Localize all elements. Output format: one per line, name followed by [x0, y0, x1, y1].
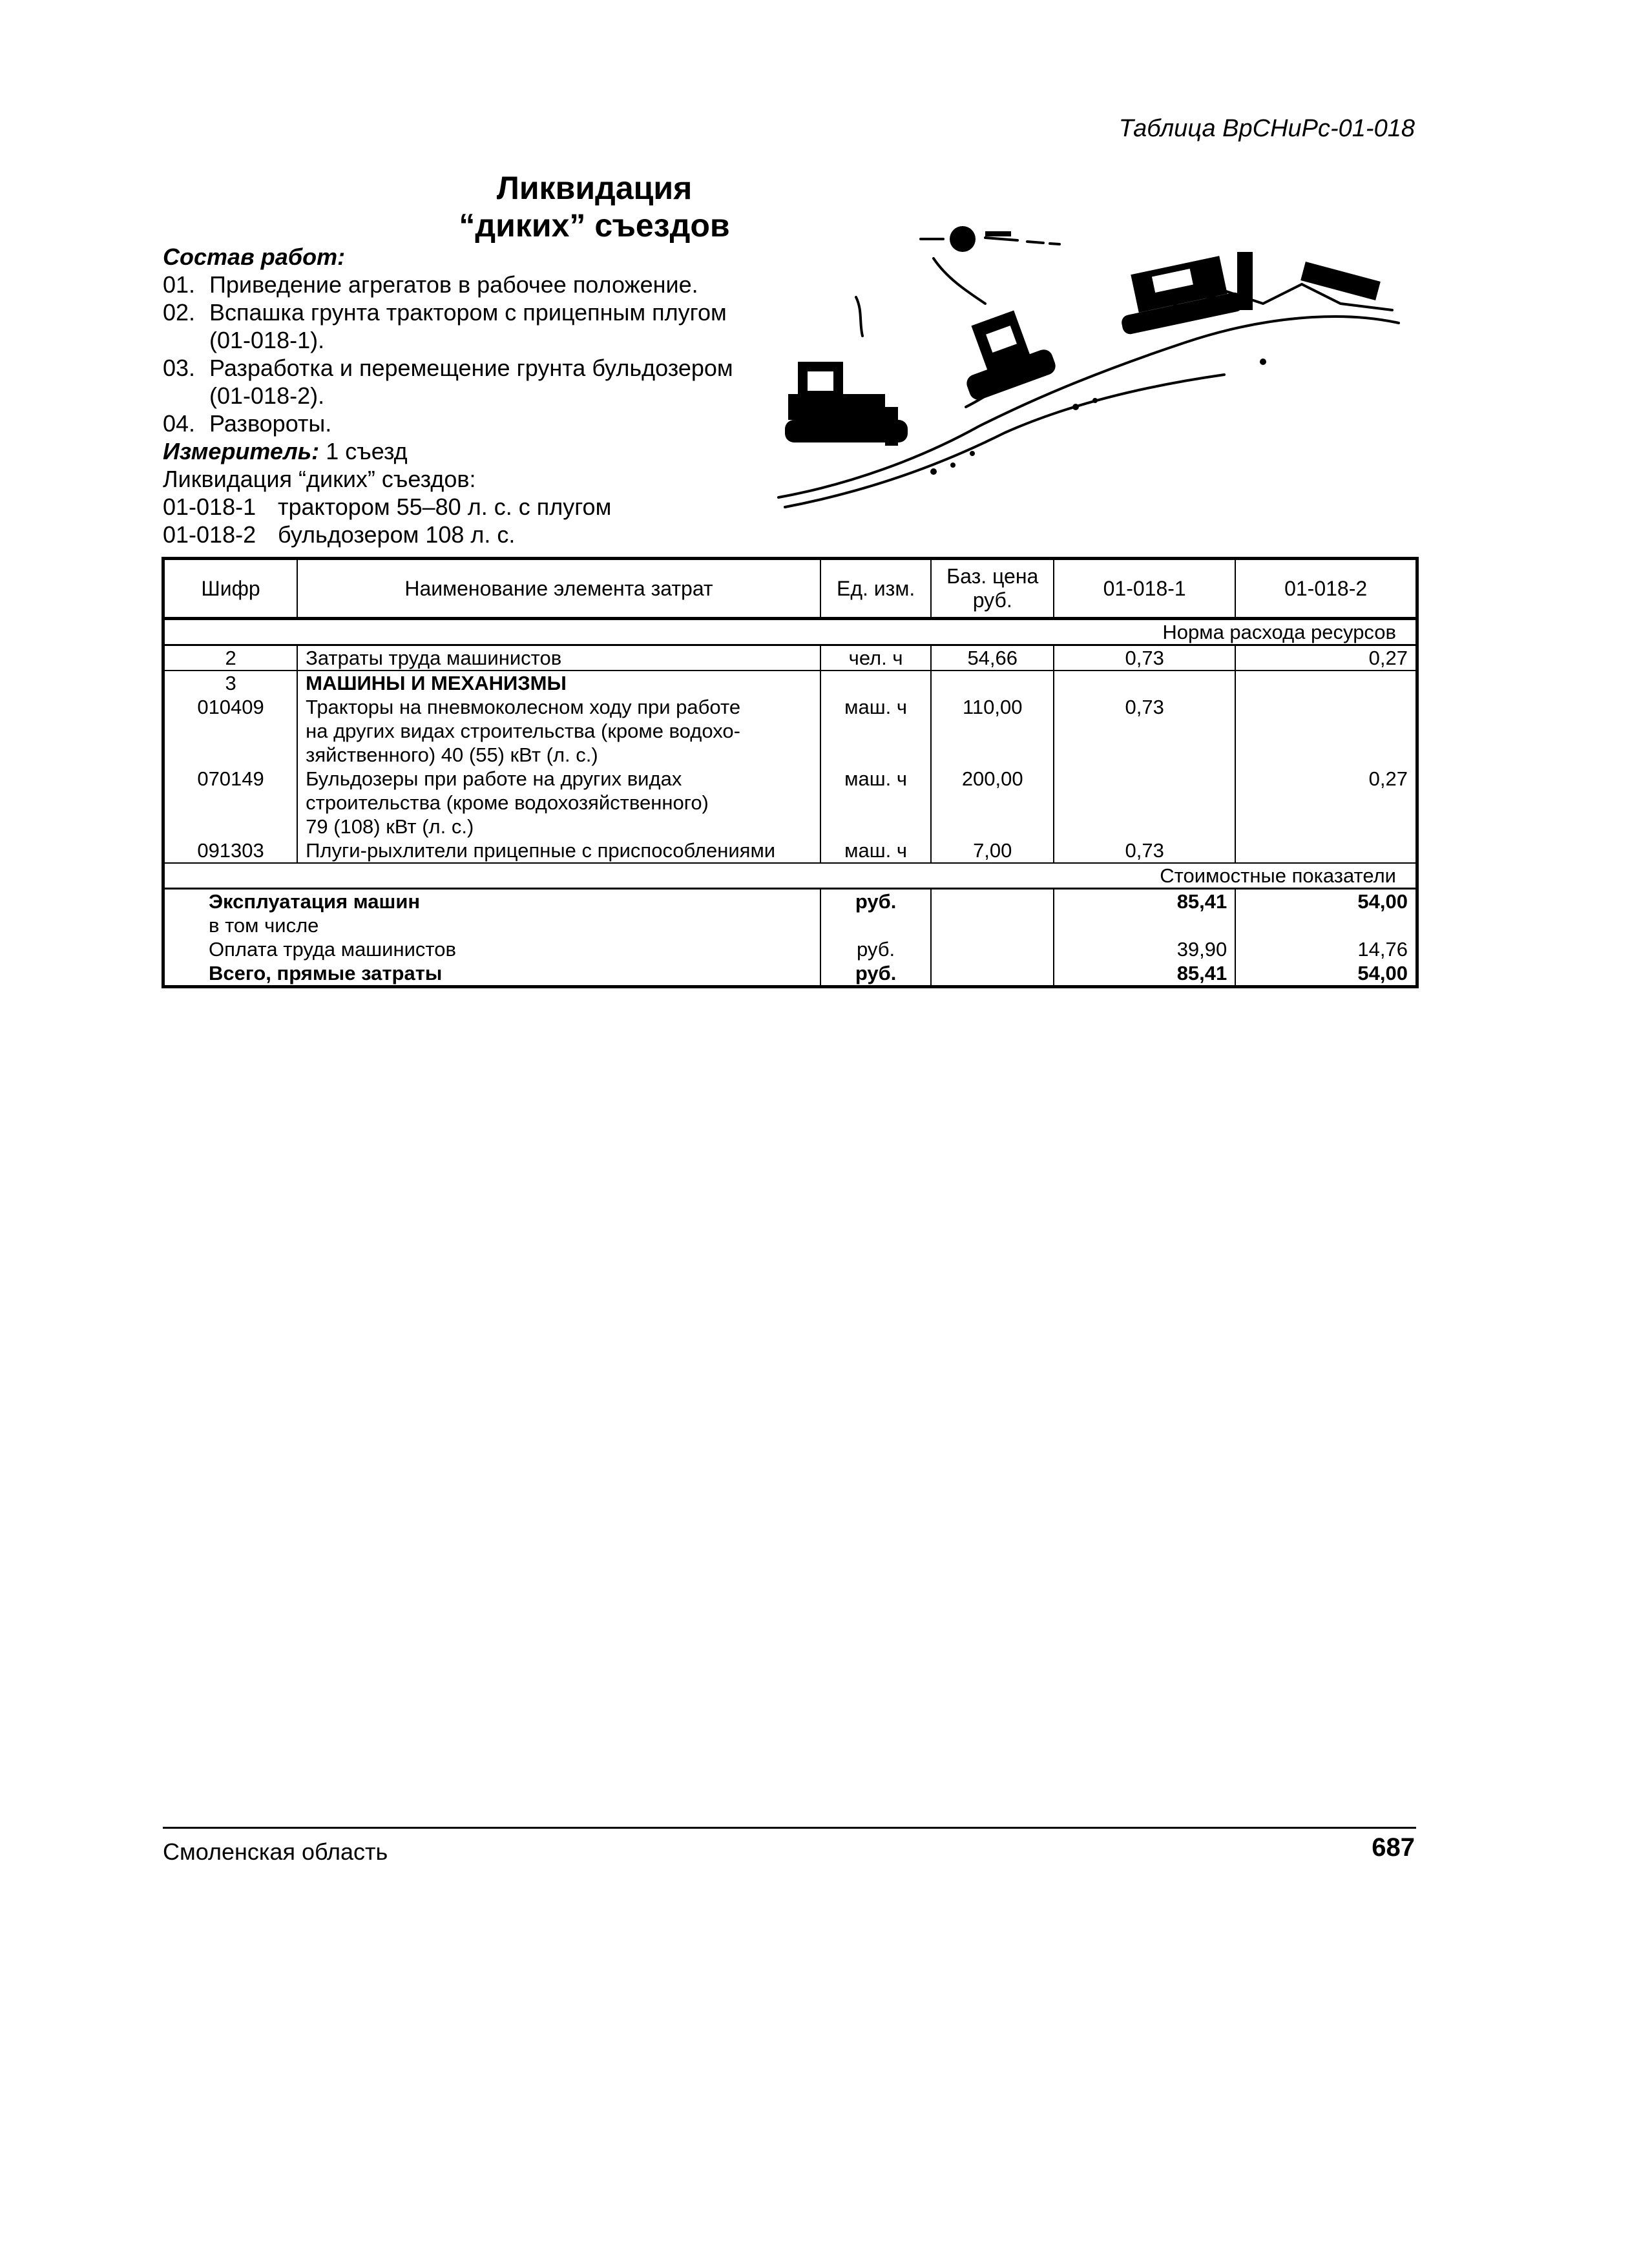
- cell-name: Затраты труда машинистов: [297, 645, 820, 671]
- variant-item: [163, 493, 777, 521]
- work-item-text: Развороты.: [209, 410, 332, 437]
- work-item: [163, 298, 777, 326]
- table-row: [163, 671, 1417, 695]
- cell-name-line: зяйственного) 40 (55) кВт (л. с.): [306, 744, 598, 766]
- section-norms-row: [163, 619, 1417, 645]
- table-code: Таблица ВрСНиРс-01-018: [1118, 115, 1415, 142]
- cell-name: МАШИНЫ И МЕХАНИЗМЫ: [297, 671, 820, 695]
- cell-name: [297, 695, 820, 767]
- header-variant-2: 01-018-2: [1235, 559, 1417, 619]
- cell-price: 110,00: [931, 695, 1054, 767]
- cell-variant-1: [1054, 767, 1235, 838]
- cell-variant-1: 39,90: [1054, 937, 1235, 961]
- table-row: [163, 645, 1417, 671]
- table-row: [163, 961, 1417, 987]
- work-item: [163, 354, 777, 382]
- variant-text: бульдозером 108 л. с.: [278, 521, 516, 548]
- cell-price: 54,66: [931, 645, 1054, 671]
- footer-divider: [163, 1827, 1416, 1829]
- cell-unit: чел. ч: [820, 645, 932, 671]
- cell-unit: маш. ч: [820, 767, 932, 838]
- cell-code: 010409: [163, 695, 298, 767]
- cell-variant-2: 0,27: [1235, 767, 1417, 838]
- cell-variant-2: 0,27: [1235, 645, 1417, 671]
- cell-name-line: Бульдозеры при работе на других видах: [306, 767, 682, 790]
- cell-code: 2: [163, 645, 298, 671]
- work-item-num: 03.: [163, 355, 196, 381]
- meter-value: 1 съезд: [326, 438, 408, 464]
- table-row: [163, 767, 1417, 838]
- header-name: Наименование элемента затрат: [297, 559, 820, 619]
- work-item-text: Вспашка грунта трактором с прицепным плугом: [209, 299, 727, 326]
- work-item-text: Приведение агрегатов в рабочее положение.: [209, 271, 698, 298]
- cell-name: Эксплуатация машин: [163, 889, 820, 914]
- cell-code: 091303: [163, 838, 298, 863]
- cell-variant-2: [1235, 695, 1417, 767]
- cell-name-line: строительства (кроме водохозяйственного): [306, 791, 709, 814]
- cell-unit: руб.: [820, 889, 932, 914]
- table-row: [163, 889, 1417, 914]
- work-item-num: 02.: [163, 299, 196, 326]
- variant-code: 01-018-2: [163, 521, 256, 548]
- cell-name: Оплата труда машинистов: [163, 937, 820, 961]
- table-row: [163, 695, 1417, 767]
- cell-price: 200,00: [931, 767, 1054, 838]
- work-item-cont: (01-018-2).: [209, 382, 325, 409]
- cell-variant-1: 85,41: [1054, 961, 1235, 987]
- table-header-row: [163, 559, 1417, 619]
- work-item-text: Разработка и перемещение грунта бульдозером: [209, 355, 733, 381]
- variant-text: трактором 55–80 л. с. с плугом: [278, 494, 612, 520]
- table-row: [163, 838, 1417, 863]
- cell-unit: маш. ч: [820, 838, 932, 863]
- meter: [163, 437, 777, 465]
- works-heading: Состав работ:: [163, 244, 346, 270]
- title-line-2: “диких” съездов: [459, 207, 730, 244]
- title-line-1: Ликвидация: [496, 170, 693, 206]
- cell-price: 7,00: [931, 838, 1054, 863]
- bulldozer-illustration: [772, 213, 1405, 517]
- page-number: 687: [1372, 1833, 1415, 1862]
- table-row: [163, 913, 1417, 937]
- header-code: Шифр: [163, 559, 298, 619]
- cell-variant-1: 85,41: [1054, 889, 1235, 914]
- section-costs-label: Стоимостные показатели: [1054, 863, 1417, 889]
- meter-label: Измеритель:: [163, 438, 320, 464]
- cell-name-line: на других видах строительства (кроме водохо-: [306, 720, 740, 742]
- header-price: Баз. цена руб.: [931, 559, 1054, 619]
- cell-variant-2: [1235, 838, 1417, 863]
- cell-code: 3: [163, 671, 298, 695]
- work-description: [163, 243, 777, 548]
- cell-variant-2: 54,00: [1235, 961, 1417, 987]
- footer-region: Смоленская область: [163, 1838, 388, 1865]
- cell-name: [297, 767, 820, 838]
- document-title: [401, 169, 788, 244]
- work-item: [163, 410, 777, 437]
- header-unit: Ед. изм.: [820, 559, 932, 619]
- cell-unit: руб.: [820, 961, 932, 987]
- work-item-num: 01.: [163, 271, 196, 298]
- cell-name: Всего, прямые затраты: [163, 961, 820, 987]
- work-item-num: 04.: [163, 410, 196, 437]
- cell-name-line: 79 (108) кВт (л. с.): [306, 815, 474, 838]
- cell-variant-2: 14,76: [1235, 937, 1417, 961]
- section-costs-row: [163, 863, 1417, 889]
- variant-code: 01-018-1: [163, 494, 256, 520]
- cell-variant-1: 0,73: [1054, 838, 1235, 863]
- resource-table: [162, 557, 1419, 988]
- cell-name: в том числе: [163, 913, 820, 937]
- cell-name-line: Тракторы на пневмоколесном ходу при работе: [306, 696, 741, 718]
- variant-item: [163, 521, 777, 548]
- variants-intro: Ликвидация “диких” съездов:: [163, 466, 476, 492]
- cell-code: 070149: [163, 767, 298, 838]
- section-norms-label: Норма расхода ресурсов: [1054, 619, 1417, 645]
- cell-name: [297, 838, 820, 863]
- work-item: [163, 271, 777, 298]
- cell-name-line: Плуги-рыхлители прицепные с приспособлениями: [306, 839, 776, 862]
- cell-variant-2: 54,00: [1235, 889, 1417, 914]
- cell-variant-1: 0,73: [1054, 645, 1235, 671]
- cell-unit: руб.: [820, 937, 932, 961]
- work-item-cont: (01-018-1).: [209, 327, 325, 353]
- table-row: [163, 937, 1417, 961]
- cell-variant-1: 0,73: [1054, 695, 1235, 767]
- cell-unit: маш. ч: [820, 695, 932, 767]
- header-variant-1: 01-018-1: [1054, 559, 1235, 619]
